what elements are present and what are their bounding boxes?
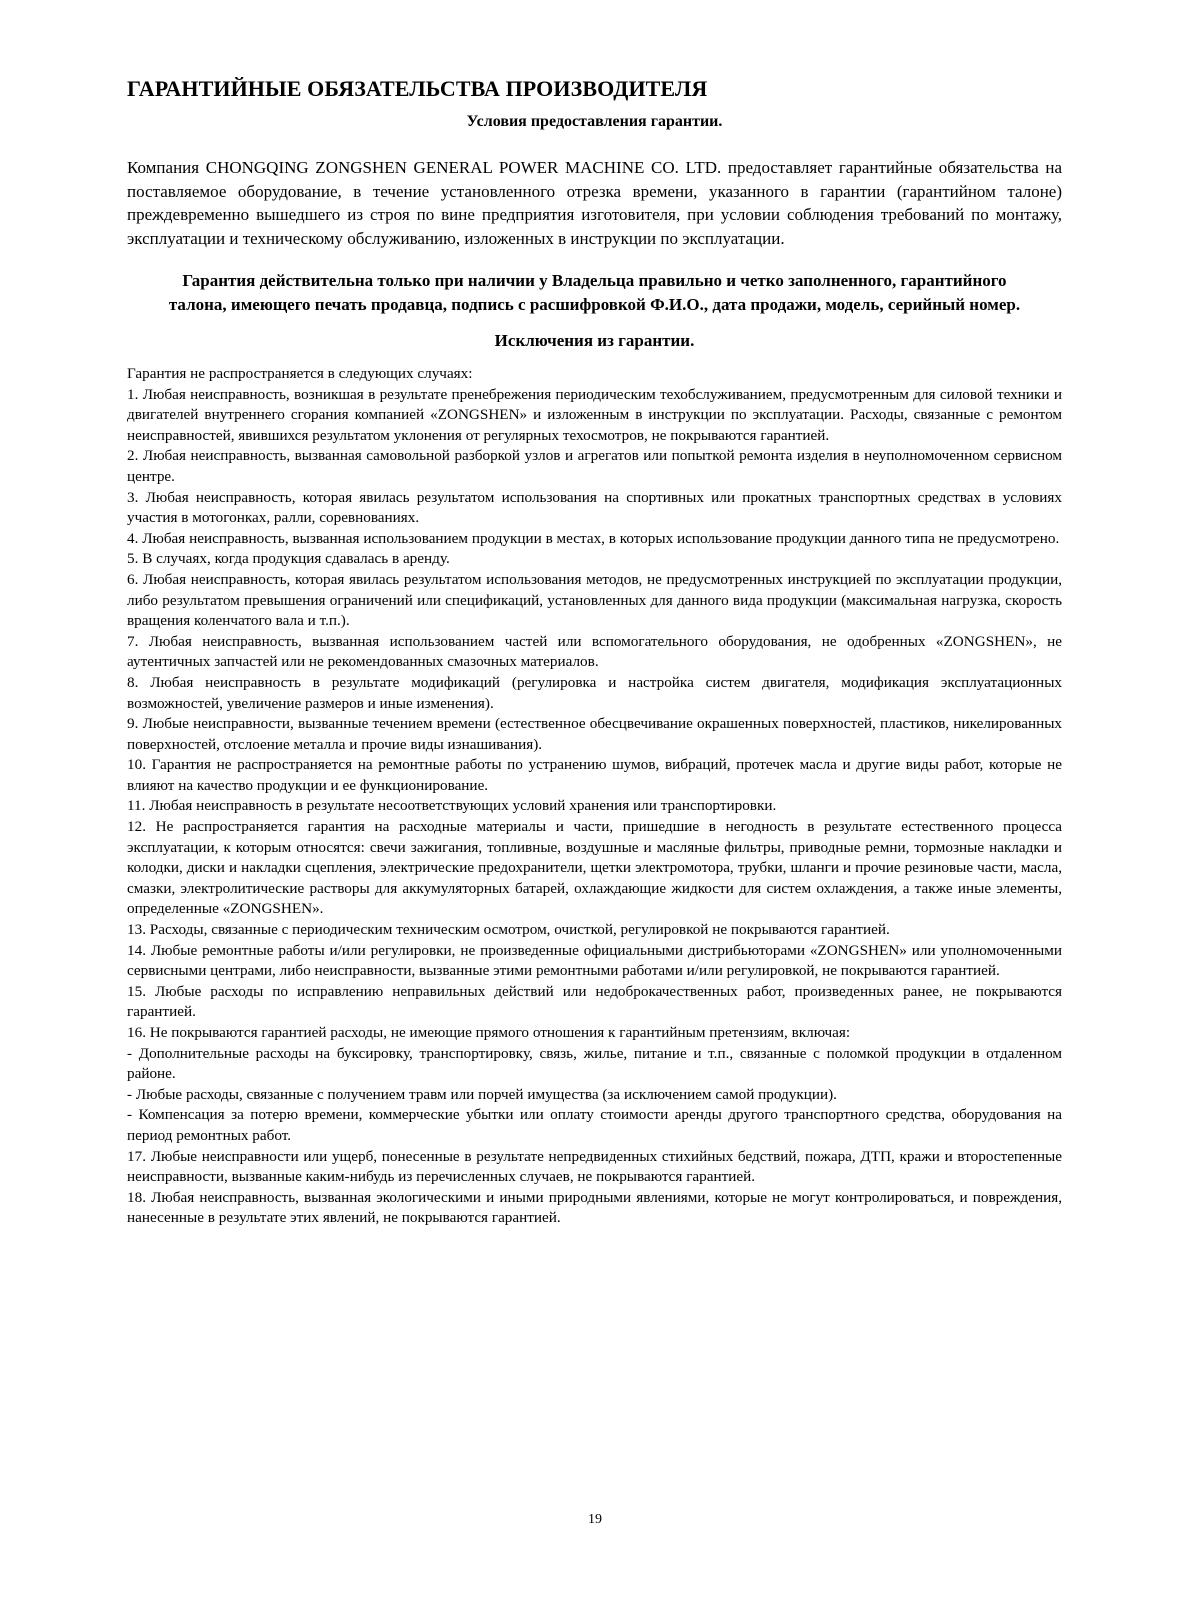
exclusion-item: 14. Любые ремонтные работы и/или регулировки, не произведенные официальными дистрибьюторами «ZONGSHEN» или уполномоченными сервисными центрами, либо неисправности, вызванные этими ремонтными работами и/или регулировкой, не покрываются гарантией.: [127, 941, 1062, 980]
exclusions-list: [127, 364, 1062, 1229]
exclusions-intro: Гарантия не распространяется в следующих случаях:: [127, 365, 473, 382]
exclusion-item: 15. Любые расходы по исправлению неправильных действий или недоброкачественных работ, произведенных ранее, не покрываются гарантией.: [127, 982, 1062, 1021]
validity-notice: Гарантия действительна только при наличии у Владельца правильно и четко заполненного, гарантийного талона, имеющего печать продавца, подпись с расшифровкой Ф.И.О., дата продажи, модель, серийный номер.: [168, 271, 1021, 314]
exclusion-item: 8. Любая неисправность в результате модификаций (регулировка и настройка систем двигателя, модификация эксплуатационных возможностей, увеличение размеров и иные изменения).: [127, 673, 1062, 712]
page-title: ГАРАНТИЙНЫЕ ОБЯЗАТЕЛЬСТВА ПРОИЗВОДИТЕЛЯ: [127, 76, 708, 101]
exclusion-subitem: - Дополнительные расходы на буксировку, транспортировку, связь, жилье, питание и т.п., связанные с поломкой продукции в отдаленном районе.: [127, 1044, 1062, 1083]
exclusion-item: 11. Любая неисправность в результате несоответствующих условий хранения или транспортировки.: [127, 797, 777, 815]
exclusion-item: 3. Любая неисправность, которая явилась результатом использования на спортивных или прокатных транспортных средствах в условиях участия в мотогонках, ралли, соревнованиях.: [127, 488, 1062, 527]
exclusion-item: 16. Не покрываются гарантией расходы, не имеющие прямого отношения к гарантийным претензиям, включая:: [127, 1024, 851, 1041]
exclusion-subitem: - Компенсация за потерю времени, коммерческие убытки или оплату стоимости аренды другого транспортного средства, оборудования на период ремонтных работ.: [127, 1106, 1062, 1144]
exclusion-item: 9. Любые неисправности, вызванные течением времени (естественное обесцвечивание окрашенных поверхностей, пластиков, никелированных поверхностей, отслоение металла и прочие виды изнашивания).: [127, 715, 1062, 753]
exclusion-item: 5. В случаях, когда продукция сдавалась в аренду.: [127, 550, 450, 568]
conditions-heading: Условия предоставления гарантии.: [466, 113, 723, 130]
exclusion-item: 13. Расходы, связанные с периодическим техническим осмотром, очисткой, регулировкой не покрываются гарантией.: [127, 921, 890, 939]
intro-paragraph: Компания CHONGQING ZONGSHEN GENERAL POWER MACHINE CO. LTD. предоставляет гарантийные обязательства на поставляемое оборудование, в течение установленного отрезка времени, указанного в гарантии (гарантийном талоне) преждевременно вышедшего из строя по вине предприятия изготовителя, при условии соблюдения требований по монтажу, эксплуатации и техническому обслуживанию, изложенных в инструкции по эксплуатации.: [127, 158, 1062, 248]
page-number: 19: [588, 1512, 602, 1527]
exclusion-subitem: - Любые расходы, связанные с получением травм или порчей имущества (за исключением самой продукции).: [127, 1085, 837, 1103]
exclusions-heading: Исключения из гарантии.: [494, 331, 695, 350]
exclusion-item: 6. Любая неисправность, которая явилась результатом использования методов, не предусмотренных инструкцией по эксплуатации продукции, либо результатом превышения ограничений или спецификаций, установленных для данного вида продукции (максимальная нагрузка, скорость вращения коленчатого вала и т.п.).: [127, 570, 1062, 630]
exclusion-item: 12. Не распространяется гарантия на расходные материалы и части, пришедшие в негодность в результате естественного процесса эксплуатации, к которым относятся: свечи зажигания, топливные, воздушные и масляные фильтры, приводные ремни, тормозные накладки и колодки, диски и накладки сцепления, электрические предохранители, щетки электромотора, трубки, шланги и прочие резиновые части, масла, смазки, электролитические растворы для аккумуляторных батарей, охлаждающие жидкости для систем охлаждения, а также иные элементы, определенные «ZONGSHEN».: [127, 818, 1062, 918]
exclusion-item: 2. Любая неисправность, вызванная самовольной разборкой узлов и агрегатов или попыткой ремонта изделия в неуполномоченном сервисном центре.: [127, 447, 1062, 485]
exclusion-item: 17. Любые неисправности или ущерб, понесенные в результате непредвиденных стихийных бедствий, пожара, ДТП, кражи и второстепенные неисправности, вызванные каким-нибудь из перечисленных случаев, не покрываются гарантией.: [127, 1147, 1062, 1186]
exclusion-item: 1. Любая неисправность, возникшая в результате пренебрежения периодическим техобслуживанием, предусмотренным для силовой техники и двигателей внутреннего сгорания компанией «ZONGSHEN» и изложенным в инструкции по эксплуатации. Расходы, связанные с ремонтом неисправностей, явившихся результатом уклонения от регулярных техосмотров, не покрываются гарантией.: [127, 385, 1062, 444]
exclusion-item: 10. Гарантия не распространяется на ремонтные работы по устранению шумов, вибраций, протечек масла и другие виды работ, которые не влияют на качество продукции и ее функционирование.: [127, 756, 1062, 794]
exclusion-item: 4. Любая неисправность, вызванная использованием продукции в местах, в которых использование продукции данного типа не предусмотрено.: [127, 529, 1060, 547]
exclusion-item: 7. Любая неисправность, вызванная использованием частей или вспомогательного оборудования, не одобренных «ZONGSHEN», не аутентичных запчастей или не рекомендованных смазочных материалов.: [127, 632, 1062, 671]
warranty-page: [127, 76, 1062, 1229]
exclusion-item: 18. Любая неисправность, вызванная экологическими и иными природными явлениями, которые не могут контролироваться, и повреждения, нанесенные в результате этих явлений, не покрываются гарантией.: [127, 1188, 1062, 1227]
